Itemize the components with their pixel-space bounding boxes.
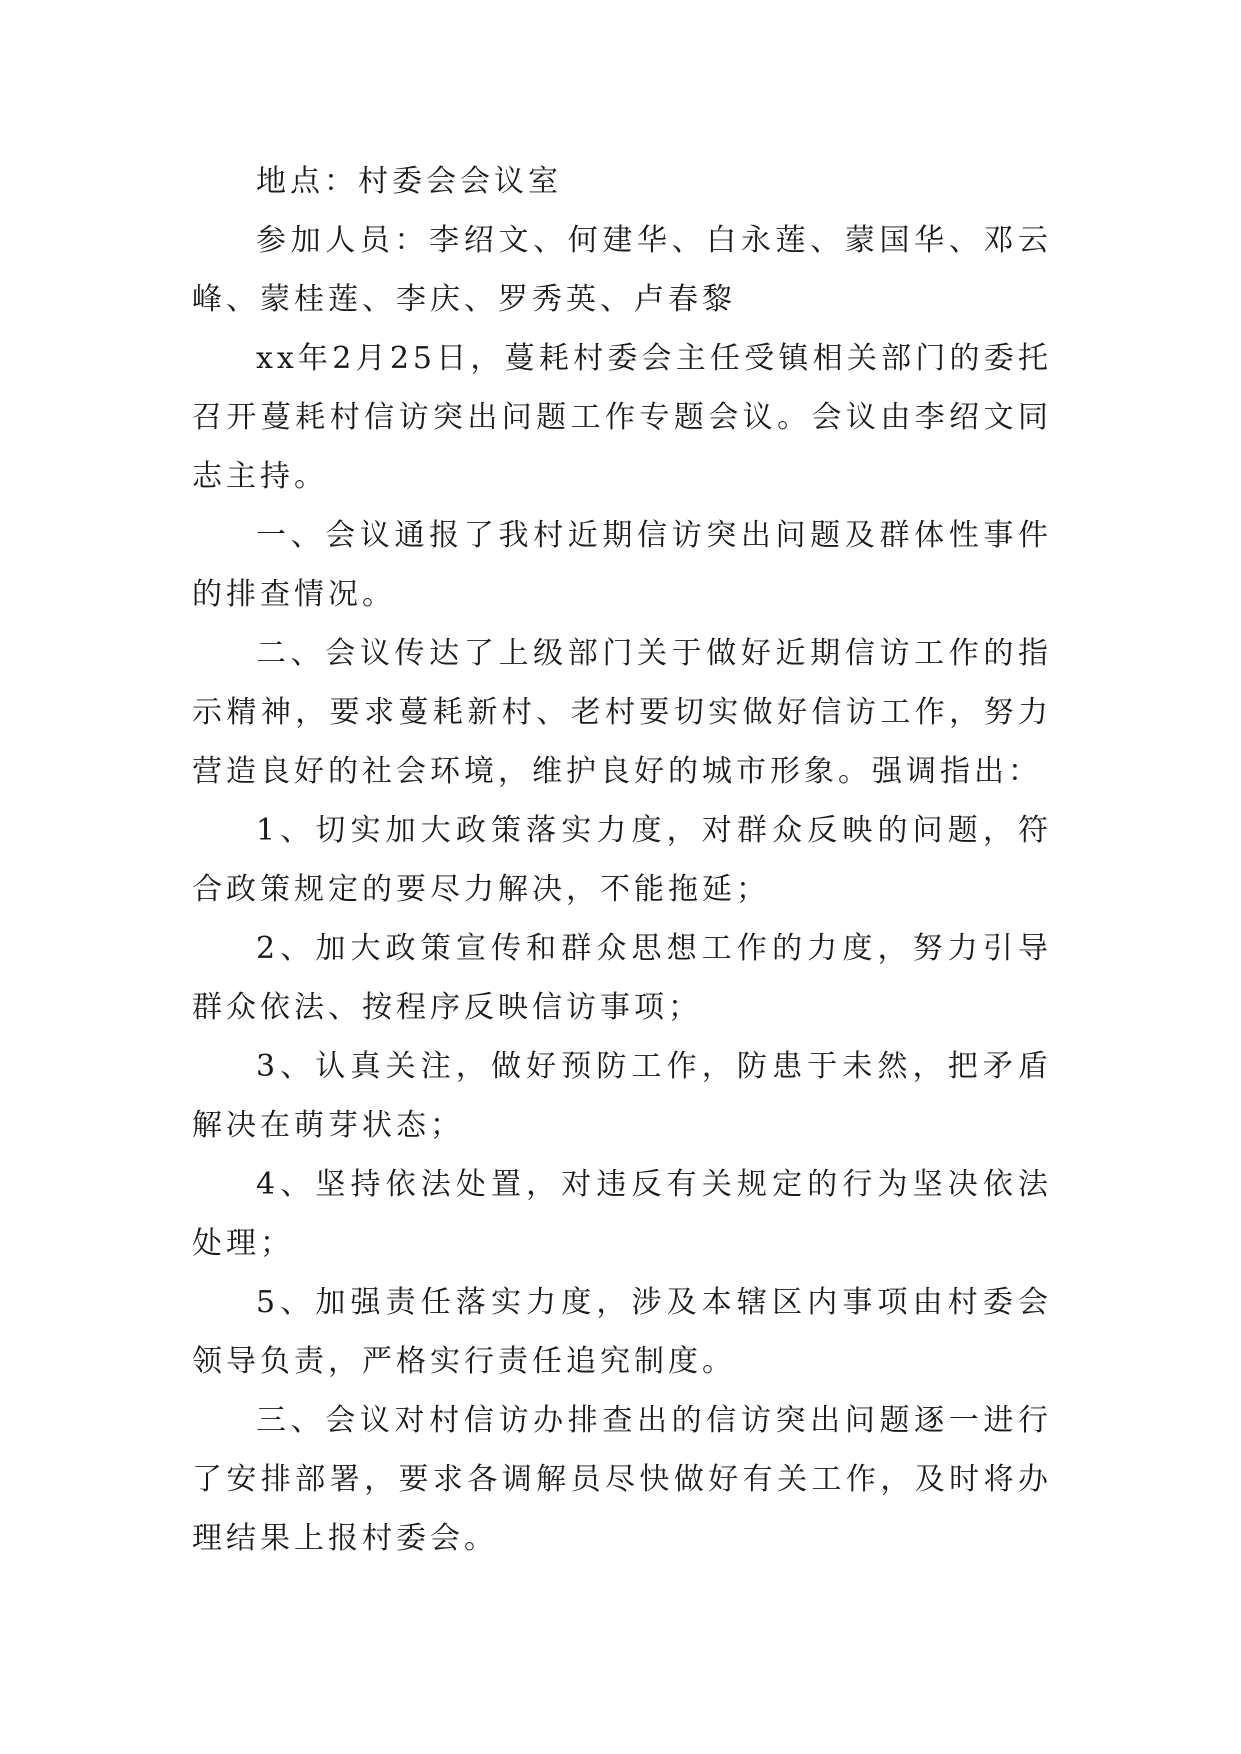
point-4: 4、坚持依法处置，对违反有关规定的行为坚决依法处理； [192, 1167, 1052, 1261]
point-5: 5、加强责任落实力度，涉及本辖区内事项由村委会领导负责，严格实行责任追究制度。 [192, 1285, 1052, 1379]
item-two: 二、会议传达了上级部门关于做好近期信访工作的指示精神，要求蔓耗新村、老村要切实做好信访工作，努力营造良好的社会环境，维护良好的城市形象。强调指出： [192, 636, 1052, 789]
point-2: 2、加大政策宣传和群众思想工作的力度，努力引导群众依法、按程序反映信访事项； [192, 931, 1052, 1025]
document-body [192, 152, 1052, 1568]
meeting-location: 地点：村委会会议室 [256, 164, 562, 199]
point-3: 3、认真关注，做好预防工作，防患于未然，把矛盾解决在萌芽状态； [192, 1049, 1052, 1143]
meeting-intro: xx年2月25日，蔓耗村委会主任受镇相关部门的委托召开蔓耗村信访突出问题工作专题会议。会议由李绍文同志主持。 [192, 341, 1052, 494]
item-one: 一、会议通报了我村近期信访突出问题及群体性事件的排查情况。 [192, 518, 1052, 612]
meeting-attendees: 参加人员：李绍文、何建华、白永莲、蒙国华、邓云峰、蒙桂莲、李庆、罗秀英、卢春黎 [192, 223, 1052, 317]
item-three: 三、会议对村信访办排查出的信访突出问题逐一进行了安排部署，要求各调解员尽快做好有关工作，及时将办理结果上报村委会。 [192, 1403, 1052, 1556]
point-1: 1、切实加大政策落实力度，对群众反映的问题，符合政策规定的要尽力解决，不能拖延； [192, 813, 1052, 907]
